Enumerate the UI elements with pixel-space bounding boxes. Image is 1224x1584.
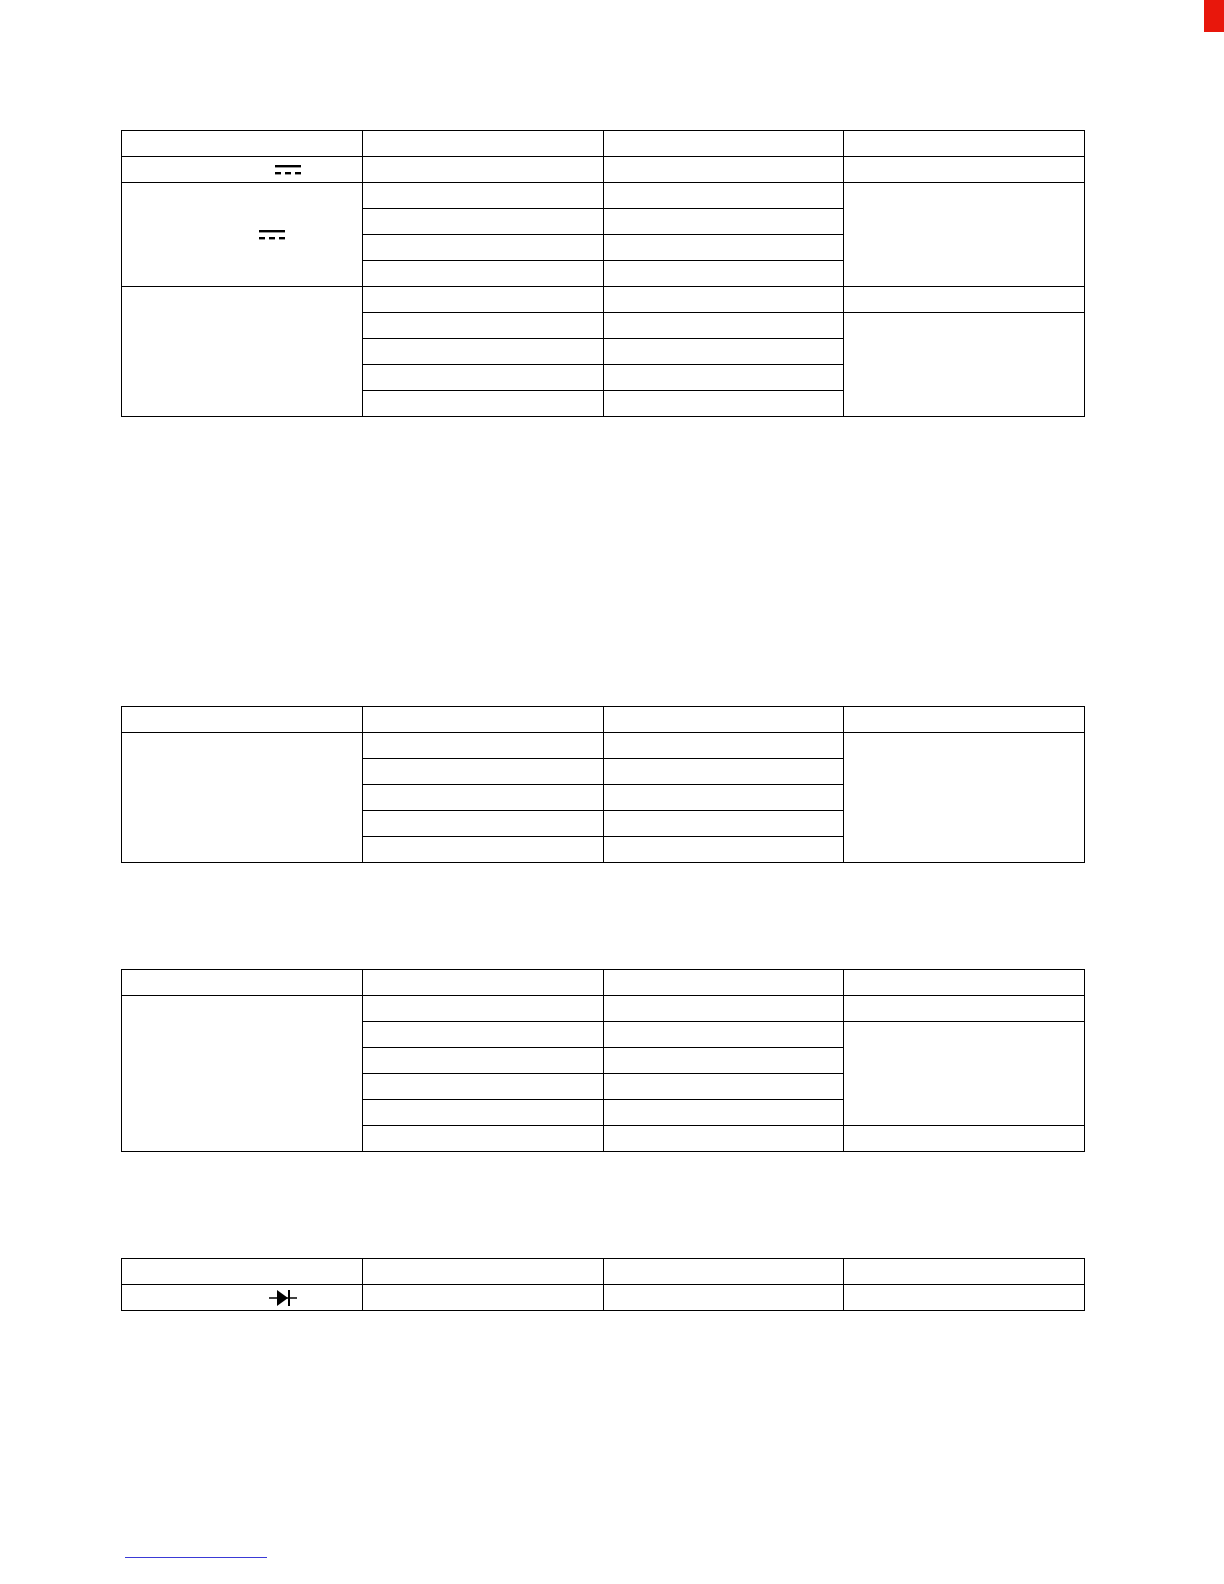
table-cell	[603, 183, 844, 209]
table-cell	[844, 287, 1085, 313]
table-cell	[122, 1259, 363, 1285]
table-cell	[362, 261, 603, 287]
table-cell	[603, 1022, 844, 1048]
table-cell	[362, 1048, 603, 1074]
table-row	[122, 996, 1085, 1022]
table-cell	[603, 707, 844, 733]
table-cell	[362, 1126, 603, 1152]
table-cell	[844, 707, 1085, 733]
table-cell	[362, 970, 603, 996]
table-cell	[603, 157, 844, 183]
table-cell	[603, 785, 844, 811]
table-cell	[603, 837, 844, 863]
table-cell	[362, 1022, 603, 1048]
table-cell	[603, 1100, 844, 1126]
table-cell	[844, 313, 1085, 417]
table-cell	[362, 1100, 603, 1126]
table-cell	[362, 339, 603, 365]
table-cell	[844, 131, 1085, 157]
spec-table-1	[121, 130, 1085, 417]
table-cell	[844, 183, 1085, 287]
table-cell	[122, 707, 363, 733]
table-cell	[603, 1259, 844, 1285]
table-cell	[122, 733, 363, 863]
table-row	[122, 157, 1085, 183]
table-cell	[603, 131, 844, 157]
table-cell	[603, 996, 844, 1022]
table-cell	[603, 1048, 844, 1074]
dc-current-icon	[259, 229, 285, 241]
table-cell	[362, 365, 603, 391]
table-cell	[603, 811, 844, 837]
table-cell	[844, 996, 1085, 1022]
table-cell	[844, 1022, 1085, 1126]
table-cell	[603, 313, 844, 339]
table-cell	[603, 391, 844, 417]
footer-link-underline[interactable]	[125, 1557, 267, 1558]
table-cell	[362, 183, 603, 209]
table-cell	[844, 1285, 1085, 1311]
table-cell	[362, 759, 603, 785]
table-cell	[362, 785, 603, 811]
table-cell	[603, 733, 844, 759]
table-cell	[362, 996, 603, 1022]
table-cell	[603, 287, 844, 313]
table-row	[122, 1285, 1085, 1311]
table-cell	[603, 261, 844, 287]
table-header-row	[122, 970, 1085, 996]
table-cell	[362, 1259, 603, 1285]
table-header-row	[122, 1259, 1085, 1285]
table-cell	[603, 209, 844, 235]
table-cell	[362, 287, 603, 313]
table-cell	[122, 131, 363, 157]
table-cell	[603, 759, 844, 785]
table-cell	[603, 1126, 844, 1152]
table-cell	[603, 970, 844, 996]
table-cell	[122, 996, 363, 1152]
table-cell	[603, 365, 844, 391]
table-cell	[844, 157, 1085, 183]
dc-voltage-icon	[275, 164, 301, 176]
table-row	[122, 733, 1085, 759]
table-cell	[122, 157, 363, 183]
table-cell	[844, 733, 1085, 863]
table-row	[122, 287, 1085, 313]
table-cell	[603, 235, 844, 261]
table-cell	[362, 131, 603, 157]
table-header-row	[122, 131, 1085, 157]
table-cell	[603, 1074, 844, 1100]
page-edge-marker	[1204, 0, 1224, 32]
table-cell	[122, 287, 363, 417]
table-cell	[362, 157, 603, 183]
table-cell	[122, 183, 363, 287]
spec-table-2	[121, 706, 1085, 863]
table-cell	[844, 970, 1085, 996]
table-cell	[362, 235, 603, 261]
table-row	[122, 183, 1085, 209]
table-cell	[122, 970, 363, 996]
table-cell	[362, 1285, 603, 1311]
table-cell	[844, 1126, 1085, 1152]
spec-table-3	[121, 969, 1085, 1152]
table-cell	[603, 339, 844, 365]
table-cell	[122, 1285, 363, 1311]
table-header-row	[122, 707, 1085, 733]
diode-icon	[269, 1288, 297, 1308]
table-cell	[362, 209, 603, 235]
table-cell	[362, 313, 603, 339]
table-cell	[603, 1285, 844, 1311]
table-cell	[362, 707, 603, 733]
table-cell	[362, 391, 603, 417]
table-cell	[844, 1259, 1085, 1285]
table-cell	[362, 837, 603, 863]
table-cell	[362, 1074, 603, 1100]
table-cell	[362, 733, 603, 759]
table-cell	[362, 811, 603, 837]
spec-table-4	[121, 1258, 1085, 1311]
